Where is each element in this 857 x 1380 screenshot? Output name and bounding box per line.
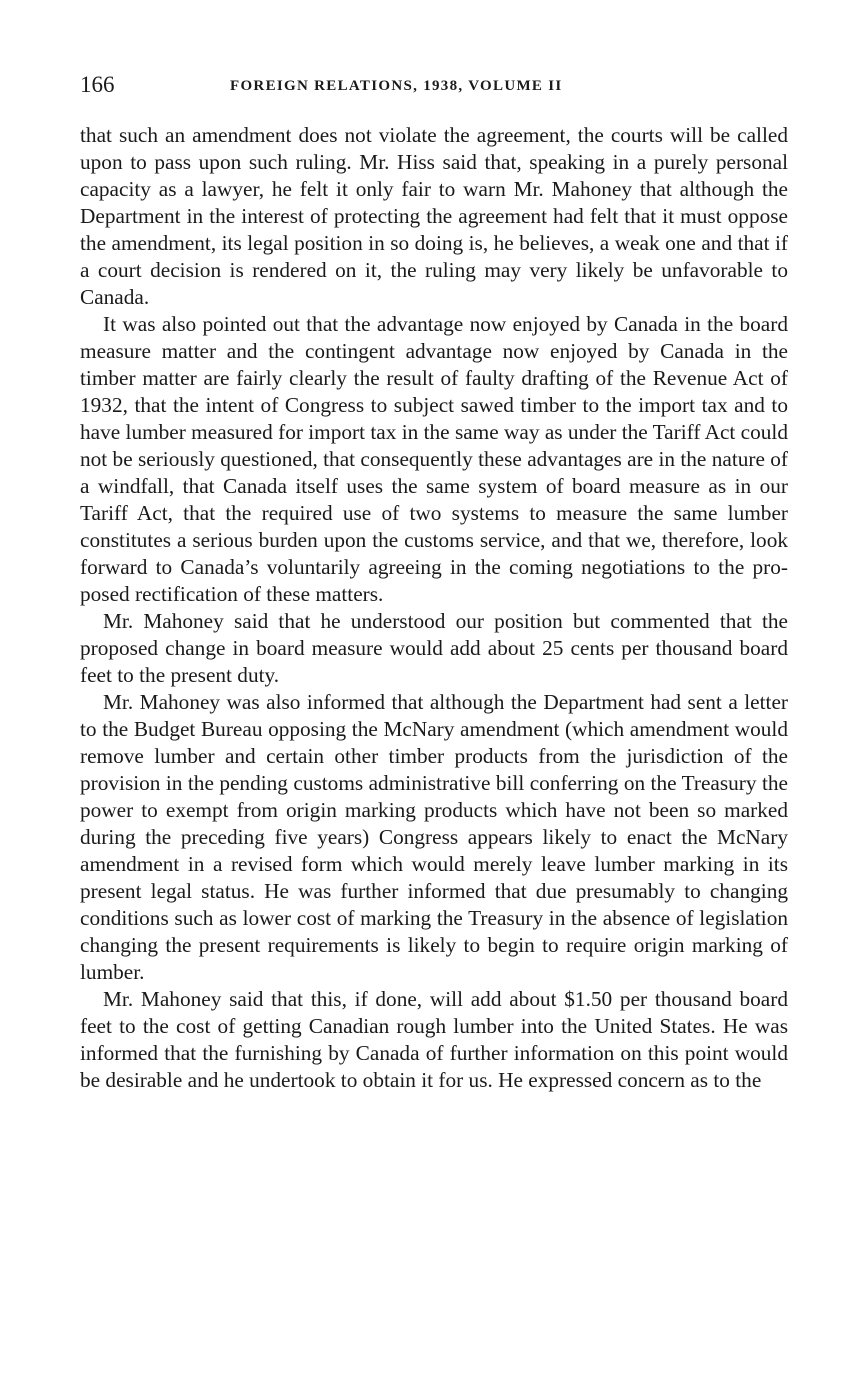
paragraph: It was also pointed out that the advantage now enjoyed by Canada in the board measure matter and the contingent advantage now enjoyed by Canada in the timber matter are fairly clearly the result of faulty drafting of the Revenue Act of 1932, that the intent of Congress to subject sawed timber to the import tax and to have lumber measured for import tax in the same way as under the Tariff Act could not be seriously questioned, that consequently these advantages are in the nature of a windfall, that Canada itself uses the same system of board measure as in our Tariff Act, that the required use of two systems to measure the same lumber constitutes a serious burden upon the customs service, and that we, therefore, look forward to Canada’s voluntarily agreeing in the coming negotiations to the proposed rectification of these matters. (80, 312, 788, 606)
paragraph: Mr. Mahoney said that he understood our position but commented that the proposed change in board measure would add about 25 cents per thousand board feet to the present duty. (80, 609, 788, 687)
page-header (80, 70, 788, 104)
document-page (80, 70, 788, 1094)
paragraph-continued: that such an amendment does not violate the agreement, the courts will be called upon to pass upon such ruling. Mr. Hiss said that, speaking in a purely personal capacity as a lawyer, he felt it only fair to warn Mr. Mahoney that although the Department in the interest of protecting the agreement had felt that it must oppose the amendment, its legal position in so doing is, he believes, a weak one and that if a court decision is rendered on it, the ruling may very likely be unfavorable to Canada. (80, 123, 788, 309)
body-text (80, 122, 788, 1094)
paragraph: Mr. Mahoney was also informed that although the Department had sent a letter to the Budget Bureau opposing the McNary amendment (which amendment would remove lumber and certain other timber products from the jurisdiction of the provision in the pending customs administrative bill conferring on the Treasury the power to exempt from origin marking products which have not been so marked during the preceding five years) Congress appears likely to enact the McNary amendment in a revised form which would merely leave lumber marking in its present legal status. He was further informed that due presumably to changing conditions such as lower cost of marking the Treasury in the absence of legislation changing the present requirements is likely to begin to require origin marking of lumber. (80, 690, 788, 984)
page-number: 166 (80, 72, 115, 97)
running-head: FOREIGN RELATIONS, 1938, VOLUME II (230, 78, 563, 94)
paragraph: Mr. Mahoney said that this, if done, will add about $1.50 per thousand board feet to the cost of getting Canadian rough lumber into the United States. He was informed that the furnishing by Canada of further information on this point would be desirable and he undertook to obtain it for us. He expressed concern as to the (80, 987, 788, 1092)
